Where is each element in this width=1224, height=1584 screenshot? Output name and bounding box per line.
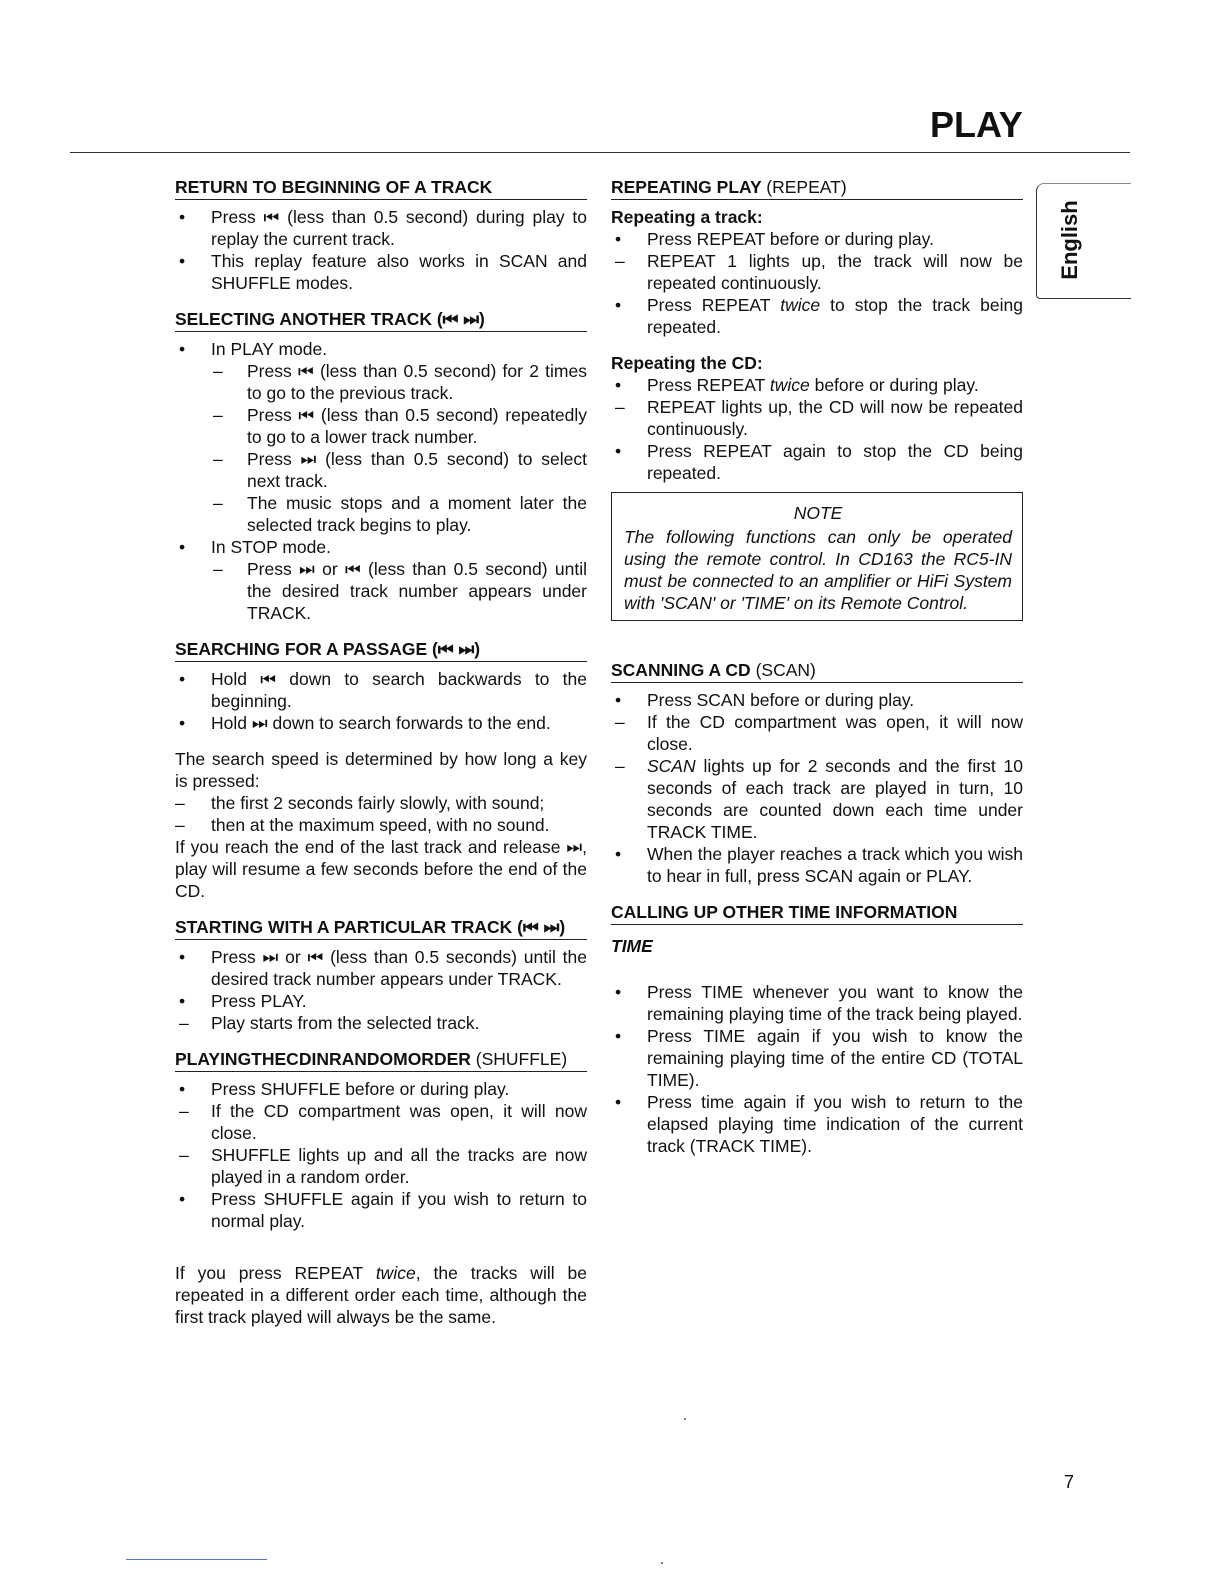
selecting-list — [175, 338, 587, 624]
language-tab-label: English — [1057, 200, 1082, 280]
page-title: PLAY — [930, 104, 1023, 145]
list-marker: – — [213, 449, 223, 469]
shuffle-repeat-footnote: If you press REPEAT twice, the tracks will be repeated in a different order each time, although the first track played will always be the same. — [175, 1263, 587, 1327]
list-marker: • — [615, 1026, 622, 1046]
list-item — [175, 404, 587, 448]
list-item-text: In STOP mode. — [211, 537, 331, 557]
page-number: 7 — [1064, 1472, 1075, 1492]
speck — [661, 1562, 663, 1564]
list-item-text: The music stops and a moment later the selected track begins to play. — [247, 493, 587, 535]
list-item — [611, 1091, 1023, 1157]
list-item: – REPEAT 1 lights up, the track will now be repeated continuously. — [615, 251, 1023, 293]
section-heading-time-info: CALLING UP OTHER TIME INFORMATION — [611, 901, 1023, 925]
list-marker: • — [179, 669, 186, 689]
list-item — [175, 360, 587, 404]
list-item-text: Press PLAY. — [211, 991, 307, 1011]
section-heading-shuffle: PLAYINGTHECDINRANDOMORDER (SHUFFLE) — [175, 1048, 587, 1072]
list-item-text: SHUFFLE lights up and all the tracks are now played in a random order. — [211, 1145, 587, 1187]
right-column — [611, 176, 1023, 1157]
left-column — [175, 176, 587, 1328]
list-item: • Press REPEAT again to stop the CD being repeated. — [615, 441, 1023, 483]
section-heading-starting: STARTING WITH A PARTICULAR TRACK (⏮ ⏭) — [175, 916, 587, 940]
list-item-text: Press ⏮ (less than 0.5 second) for 2 times to go to the previous track. — [247, 361, 587, 403]
list-item — [175, 338, 587, 360]
list-item — [175, 558, 587, 624]
list-item-text: Press TIME whenever you want to know the remaining playing time of the track being played. — [647, 982, 1023, 1024]
section-heading-searching: SEARCHING FOR A PASSAGE (⏮ ⏭) — [175, 638, 587, 662]
list-item-text: If the CD compartment was open, it will now close. — [211, 1101, 587, 1143]
list-item-text: Press ⏮ (less than 0.5 second) during play to replay the current track. — [211, 207, 587, 249]
list-marker: • — [179, 207, 186, 227]
list-item-text: This replay feature also works in SCAN and SHUFFLE modes. — [211, 251, 587, 293]
list-marker: • — [179, 251, 186, 271]
section-heading-selecting: SELECTING ANOTHER TRACK (⏮ ⏭) — [175, 308, 587, 332]
list-marker: • — [179, 1189, 186, 1209]
section-heading-scan: SCANNING A CD (SCAN) — [611, 659, 1023, 683]
note-title: NOTE — [793, 503, 843, 523]
list-marker: • — [615, 982, 622, 1002]
language-tab — [1036, 183, 1131, 299]
list-item-text: Play starts from the selected track. — [211, 1013, 480, 1033]
list-item-text: Press ⏭ or ⏮ (less than 0.5 seconds) until the desired track number appears under TRACK. — [211, 947, 587, 989]
list-item — [175, 448, 587, 492]
speck — [684, 1418, 686, 1420]
shuffle-list — [175, 1078, 587, 1232]
list-item: – REPEAT lights up, the CD will now be repeated continuously. — [615, 397, 1023, 439]
list-item — [175, 1078, 587, 1100]
list-item — [175, 536, 587, 558]
subheading-repeat-track: Repeating a track: — [611, 207, 763, 227]
list-item: – then at the maximum speed, with no sound. — [175, 815, 550, 835]
list-item: • Press SCAN before or during play. — [615, 690, 915, 710]
list-item-text: Press SHUFFLE again if you wish to return to normal play. — [211, 1189, 587, 1231]
list-item — [175, 492, 587, 536]
list-item: • Press REPEAT before or during play. — [615, 229, 934, 249]
section-heading-return: RETURN TO BEGINNING OF A TRACK — [175, 176, 587, 200]
list-item: • Press REPEAT twice before or during play. — [615, 375, 979, 395]
list-marker: – — [213, 493, 223, 513]
list-item-text: Hold ⏮ down to search backwards to the beginning. — [211, 669, 587, 711]
time-list — [611, 981, 1023, 1157]
list-item — [175, 990, 587, 1012]
header-rule — [70, 152, 1130, 153]
list-item — [175, 668, 587, 712]
list-item-text: Press ⏮ (less than 0.5 second) repeatedly to go to a lower track number. — [247, 405, 587, 447]
return-list — [175, 206, 587, 294]
list-item — [175, 206, 587, 250]
list-marker: • — [179, 339, 186, 359]
list-item: • When the player reaches a track which you wish to hear in full, press SCAN again or PLAY. — [615, 844, 1023, 886]
note-text: The following functions can only be operated using the remote control. In CD163 the RC5-IN must be connected to an amplifier or HiFi System with 'SCAN' or 'TIME' on its Remote Control. — [624, 527, 1012, 613]
list-item: – If the CD compartment was open, it will now close. — [615, 712, 1023, 754]
list-item-text: Press ⏭ or ⏮ (less than 0.5 second) until the desired track number appears under TRACK. — [247, 559, 587, 623]
time-label: TIME — [611, 936, 653, 956]
subheading-repeat-cd: Repeating the CD: — [611, 353, 763, 373]
searching-list — [175, 668, 587, 734]
list-marker: – — [179, 1145, 189, 1165]
list-marker: • — [179, 1079, 186, 1099]
list-item — [175, 1144, 587, 1188]
list-item — [175, 1100, 587, 1144]
list-item — [175, 1188, 587, 1232]
list-item — [175, 712, 587, 734]
list-item-text: Press time again if you wish to return to the elapsed playing time indication of the current track (TRACK TIME). — [647, 1092, 1023, 1156]
list-item-text: Hold ⏭ down to search forwards to the end. — [211, 713, 551, 733]
list-item-text: In PLAY mode. — [211, 339, 328, 359]
list-marker: • — [179, 947, 186, 967]
list-marker: • — [179, 537, 186, 557]
list-item: • Press REPEAT twice to stop the track being repeated. — [615, 295, 1023, 337]
list-marker: • — [179, 991, 186, 1011]
list-item — [611, 1025, 1023, 1091]
section-heading-repeat: REPEATING PLAY (REPEAT) — [611, 176, 1023, 200]
list-marker: – — [213, 405, 223, 425]
list-marker: – — [213, 361, 223, 381]
list-marker: – — [213, 559, 223, 579]
list-item: – the first 2 seconds fairly slowly, with sound; — [175, 793, 545, 813]
list-item-text: Press SHUFFLE before or during play. — [211, 1079, 510, 1099]
starting-list — [175, 946, 587, 1034]
list-item-text: Press ⏭ (less than 0.5 second) to select next track. — [247, 449, 587, 491]
search-speed-paragraph: The search speed is determined by how long a key is pressed: — [175, 749, 587, 791]
list-marker: – — [179, 1013, 189, 1033]
list-item-text: Press TIME again if you wish to know the remaining playing time of the entire CD (TOTAL TIME). — [647, 1026, 1023, 1090]
list-item — [175, 1012, 587, 1034]
list-item — [175, 946, 587, 990]
bottom-rule — [126, 1559, 267, 1560]
list-item — [175, 250, 587, 294]
list-marker: • — [179, 713, 186, 733]
list-marker: – — [179, 1101, 189, 1121]
list-item: – SCAN lights up for 2 seconds and the first 10 seconds of each track are played in turn, 10 seconds are counted down each time under TRACK TIME. — [615, 756, 1023, 842]
list-marker: • — [615, 1092, 622, 1112]
list-item — [611, 981, 1023, 1025]
note-box — [611, 492, 1023, 621]
search-end-paragraph: If you reach the end of the last track and release ⏭, play will resume a few seconds before the end of the CD. — [175, 837, 587, 901]
